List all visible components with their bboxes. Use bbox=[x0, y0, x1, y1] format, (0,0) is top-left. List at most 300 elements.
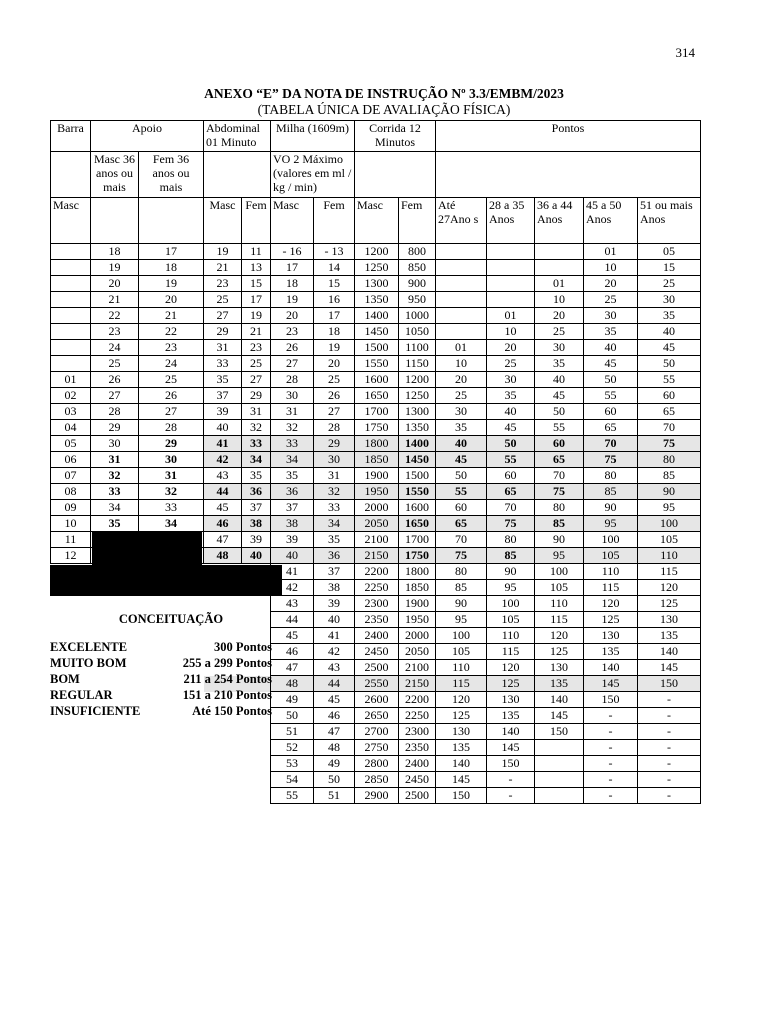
table-row bbox=[51, 724, 701, 740]
table-cell: 65 bbox=[535, 452, 584, 468]
table-cell: 125 bbox=[436, 708, 487, 724]
table-cell: 10 bbox=[436, 356, 487, 372]
table-cell: 140 bbox=[436, 756, 487, 772]
table-cell: 2750 bbox=[355, 740, 399, 756]
table-row bbox=[51, 276, 701, 292]
table-cell: 22 bbox=[139, 324, 204, 340]
table-cell: 45 bbox=[584, 356, 638, 372]
table-cell bbox=[436, 308, 487, 324]
table-cell: 34 bbox=[242, 452, 271, 468]
table-cell: 33 bbox=[314, 500, 355, 516]
table-cell: 800 bbox=[399, 244, 436, 260]
conceituacao-value: Até 150 Pontos bbox=[192, 704, 272, 718]
table-cell: 65 bbox=[584, 420, 638, 436]
table-cell: 130 bbox=[638, 612, 701, 628]
table-cell: 140 bbox=[638, 644, 701, 660]
table-cell: 1450 bbox=[399, 452, 436, 468]
table-cell: 95 bbox=[487, 580, 535, 596]
table-cell: 22 bbox=[91, 308, 139, 324]
table-cell: 75 bbox=[487, 516, 535, 532]
table-cell: 95 bbox=[584, 516, 638, 532]
table-cell: 1750 bbox=[399, 548, 436, 564]
table-cell: 20 bbox=[584, 276, 638, 292]
table-cell: 90 bbox=[535, 532, 584, 548]
table-row bbox=[51, 452, 701, 468]
table-cell: 19 bbox=[271, 292, 314, 308]
table-cell: 35 bbox=[436, 420, 487, 436]
header-corrida-fem: Fem bbox=[399, 198, 436, 244]
table-row bbox=[51, 596, 701, 612]
table-cell bbox=[242, 756, 271, 772]
table-cell: 2800 bbox=[355, 756, 399, 772]
table-cell: 36 bbox=[314, 548, 355, 564]
table-cell: 16 bbox=[314, 292, 355, 308]
table-row bbox=[51, 500, 701, 516]
table-cell: 01 bbox=[487, 308, 535, 324]
table-cell: 50 bbox=[436, 468, 487, 484]
table-cell: 28 bbox=[91, 404, 139, 420]
header-abd-fem: Fem bbox=[242, 198, 271, 244]
table-cell: 30 bbox=[271, 388, 314, 404]
table-cell: 01 bbox=[535, 276, 584, 292]
table-cell bbox=[51, 340, 91, 356]
table-cell: - bbox=[584, 708, 638, 724]
table-cell: 20 bbox=[314, 356, 355, 372]
table-cell: 2200 bbox=[399, 692, 436, 708]
table-cell: 32 bbox=[91, 468, 139, 484]
table-cell: 30 bbox=[487, 372, 535, 388]
table-cell: 23 bbox=[271, 324, 314, 340]
table-cell: 2250 bbox=[355, 580, 399, 596]
table-cell: 40 bbox=[314, 612, 355, 628]
table-cell: 48 bbox=[314, 740, 355, 756]
conceituacao-label: INSUFICIENTE bbox=[50, 704, 141, 718]
table-cell: - bbox=[487, 772, 535, 788]
table-cell bbox=[487, 244, 535, 260]
table-cell bbox=[139, 724, 204, 740]
table-cell: 2500 bbox=[399, 788, 436, 804]
table-cell: 1300 bbox=[399, 404, 436, 420]
table-cell bbox=[204, 596, 242, 612]
table-cell: 12 bbox=[51, 548, 91, 564]
table-cell: 45 bbox=[487, 420, 535, 436]
table-cell: 21 bbox=[139, 308, 204, 324]
table-cell: 100 bbox=[436, 628, 487, 644]
table-cell: 30 bbox=[436, 404, 487, 420]
table-cell bbox=[51, 260, 91, 276]
table-cell: - bbox=[638, 692, 701, 708]
table-cell: 31 bbox=[139, 468, 204, 484]
table-cell bbox=[487, 260, 535, 276]
table-cell bbox=[436, 260, 487, 276]
table-row bbox=[51, 324, 701, 340]
table-cell: 09 bbox=[51, 500, 91, 516]
table-cell bbox=[242, 772, 271, 788]
table-cell: 2000 bbox=[355, 500, 399, 516]
table-cell: 10 bbox=[51, 516, 91, 532]
table-cell bbox=[51, 724, 91, 740]
table-cell: 75 bbox=[535, 484, 584, 500]
table-cell bbox=[204, 772, 242, 788]
table-cell: 47 bbox=[271, 660, 314, 676]
table-cell: 38 bbox=[271, 516, 314, 532]
table-cell: 53 bbox=[271, 756, 314, 772]
table-cell: 80 bbox=[638, 452, 701, 468]
conceituacao-label: MUITO BOM bbox=[50, 656, 127, 670]
table-cell bbox=[436, 244, 487, 260]
table-cell: 35 bbox=[242, 468, 271, 484]
table-row bbox=[51, 516, 701, 532]
table-cell: 2350 bbox=[399, 740, 436, 756]
header-milha-masc: Masc bbox=[271, 198, 314, 244]
table-cell: 2150 bbox=[355, 548, 399, 564]
table-cell: 41 bbox=[314, 628, 355, 644]
table-cell: 30 bbox=[314, 452, 355, 468]
table-cell: 37 bbox=[204, 388, 242, 404]
table-cell: 1450 bbox=[355, 324, 399, 340]
table-cell: 115 bbox=[638, 564, 701, 580]
table-cell: 27 bbox=[271, 356, 314, 372]
table-cell: 1300 bbox=[355, 276, 399, 292]
table-cell: - bbox=[584, 756, 638, 772]
table-cell: 10 bbox=[584, 260, 638, 276]
table-cell: 1150 bbox=[399, 356, 436, 372]
table-cell: 1900 bbox=[355, 468, 399, 484]
table-cell: 35 bbox=[271, 468, 314, 484]
table-cell: 17 bbox=[139, 244, 204, 260]
table-cell: 42 bbox=[204, 452, 242, 468]
table-cell: 1400 bbox=[399, 436, 436, 452]
table-cell: 08 bbox=[51, 484, 91, 500]
table-cell: 100 bbox=[638, 516, 701, 532]
table-cell: 150 bbox=[487, 756, 535, 772]
table-cell bbox=[91, 788, 139, 804]
table-cell: 1100 bbox=[399, 340, 436, 356]
table-cell: 60 bbox=[487, 468, 535, 484]
table-cell bbox=[204, 788, 242, 804]
table-cell: - bbox=[487, 788, 535, 804]
table-cell: 43 bbox=[204, 468, 242, 484]
conceituacao-label: REGULAR bbox=[50, 688, 113, 702]
table-cell: 21 bbox=[204, 260, 242, 276]
table-cell: 06 bbox=[51, 452, 91, 468]
table-cell: 24 bbox=[139, 356, 204, 372]
table-cell: 95 bbox=[638, 500, 701, 516]
conceituacao-item bbox=[50, 687, 272, 703]
table-cell: 20 bbox=[535, 308, 584, 324]
table-cell: 135 bbox=[436, 740, 487, 756]
table-cell: 38 bbox=[314, 580, 355, 596]
table-cell: 41 bbox=[204, 436, 242, 452]
table-cell: 130 bbox=[535, 660, 584, 676]
table-cell: - bbox=[638, 772, 701, 788]
table-cell bbox=[51, 740, 91, 756]
table-cell: 37 bbox=[271, 500, 314, 516]
table-cell: 1650 bbox=[355, 388, 399, 404]
table-cell: 40 bbox=[271, 548, 314, 564]
table-cell: 900 bbox=[399, 276, 436, 292]
table-cell: 1700 bbox=[355, 404, 399, 420]
table-cell: 1350 bbox=[355, 292, 399, 308]
table-cell: 19 bbox=[139, 276, 204, 292]
table-cell: 18 bbox=[314, 324, 355, 340]
table-cell: 55 bbox=[436, 484, 487, 500]
table-cell: 135 bbox=[535, 676, 584, 692]
table-cell: 01 bbox=[51, 372, 91, 388]
table-cell: 17 bbox=[271, 260, 314, 276]
table-cell: 23 bbox=[242, 340, 271, 356]
table-cell bbox=[91, 772, 139, 788]
table-cell: 2350 bbox=[355, 612, 399, 628]
header-age-45-50: 45 a 50 Anos bbox=[584, 198, 638, 244]
table-cell: 32 bbox=[314, 484, 355, 500]
table-cell: 17 bbox=[242, 292, 271, 308]
table-cell: 55 bbox=[535, 420, 584, 436]
header-age-28-35: 28 a 35 Anos bbox=[487, 198, 535, 244]
table-cell: 110 bbox=[638, 548, 701, 564]
header-apoio: Apoio bbox=[91, 121, 204, 152]
table-cell: 115 bbox=[436, 676, 487, 692]
table-cell: 42 bbox=[271, 580, 314, 596]
table-cell: 65 bbox=[436, 516, 487, 532]
header-age-51-mais: 51 ou mais Anos bbox=[638, 198, 701, 244]
table-cell: 39 bbox=[314, 596, 355, 612]
table-cell: 105 bbox=[487, 612, 535, 628]
table-cell: 65 bbox=[487, 484, 535, 500]
table-cell bbox=[242, 740, 271, 756]
table-cell: 25 bbox=[91, 356, 139, 372]
table-cell: 2450 bbox=[399, 772, 436, 788]
header-apoio-masc: Masc 36 anos ou mais bbox=[91, 152, 139, 198]
table-cell: 1350 bbox=[399, 420, 436, 436]
table-cell bbox=[436, 324, 487, 340]
table-cell: 60 bbox=[436, 500, 487, 516]
table-cell bbox=[535, 260, 584, 276]
table-cell: 30 bbox=[584, 308, 638, 324]
table-cell: 51 bbox=[314, 788, 355, 804]
table-cell: 39 bbox=[271, 532, 314, 548]
conceituacao-item bbox=[50, 671, 272, 687]
table-cell: 2050 bbox=[355, 516, 399, 532]
header-corrida-masc: Masc bbox=[355, 198, 399, 244]
table-cell bbox=[535, 756, 584, 772]
table-cell: - 16 bbox=[271, 244, 314, 260]
redacted-block bbox=[92, 532, 202, 566]
table-cell: 26 bbox=[314, 388, 355, 404]
table-cell: 70 bbox=[487, 500, 535, 516]
header-vo2: VO 2 Máximo (valores em ml / kg / min) bbox=[271, 152, 355, 198]
table-cell: 31 bbox=[271, 404, 314, 420]
table-cell: 40 bbox=[638, 324, 701, 340]
table-cell: 85 bbox=[535, 516, 584, 532]
table-cell bbox=[51, 324, 91, 340]
table-cell: 950 bbox=[399, 292, 436, 308]
table-cell bbox=[91, 724, 139, 740]
table-cell: 75 bbox=[584, 452, 638, 468]
table-cell: 1050 bbox=[399, 324, 436, 340]
table-cell: 28 bbox=[271, 372, 314, 388]
table-cell: 05 bbox=[638, 244, 701, 260]
header-abd-masc: Masc bbox=[204, 198, 242, 244]
table-cell: 45 bbox=[314, 692, 355, 708]
table-cell: 35 bbox=[487, 388, 535, 404]
table-cell: 29 bbox=[91, 420, 139, 436]
table-cell: 29 bbox=[314, 436, 355, 452]
table-cell bbox=[487, 276, 535, 292]
table-cell: 20 bbox=[91, 276, 139, 292]
table-cell: 1950 bbox=[399, 612, 436, 628]
table-cell: 2200 bbox=[355, 564, 399, 580]
table-cell: 33 bbox=[271, 436, 314, 452]
table-cell: 39 bbox=[204, 404, 242, 420]
table-cell: - bbox=[638, 788, 701, 804]
table-cell: 49 bbox=[271, 692, 314, 708]
table-cell: 27 bbox=[314, 404, 355, 420]
table-cell: 27 bbox=[139, 404, 204, 420]
table-row bbox=[51, 244, 701, 260]
conceituacao-legend bbox=[50, 612, 272, 719]
table-cell: 105 bbox=[436, 644, 487, 660]
table-cell: 32 bbox=[271, 420, 314, 436]
table-cell: 1600 bbox=[399, 500, 436, 516]
table-cell: 28 bbox=[139, 420, 204, 436]
table-cell: - bbox=[584, 724, 638, 740]
table-cell: 44 bbox=[314, 676, 355, 692]
table-cell: 1550 bbox=[399, 484, 436, 500]
table-cell: 34 bbox=[139, 516, 204, 532]
table-cell bbox=[436, 292, 487, 308]
table-cell: 145 bbox=[638, 660, 701, 676]
table-cell: 2400 bbox=[399, 756, 436, 772]
table-cell: 40 bbox=[487, 404, 535, 420]
table-row bbox=[51, 388, 701, 404]
table-cell: 105 bbox=[535, 580, 584, 596]
table-cell: 60 bbox=[638, 388, 701, 404]
table-cell bbox=[51, 276, 91, 292]
table-cell: 30 bbox=[638, 292, 701, 308]
table-cell: 46 bbox=[271, 644, 314, 660]
table-cell: 140 bbox=[584, 660, 638, 676]
page-number: 314 bbox=[675, 45, 695, 60]
table-cell: 2250 bbox=[399, 708, 436, 724]
table-cell bbox=[139, 772, 204, 788]
conceituacao-value: 211 a 254 Pontos bbox=[183, 672, 272, 686]
table-cell: 110 bbox=[487, 628, 535, 644]
table-cell: 23 bbox=[139, 340, 204, 356]
table-cell: 75 bbox=[638, 436, 701, 452]
table-cell: 23 bbox=[204, 276, 242, 292]
table-cell: 100 bbox=[535, 564, 584, 580]
table-cell: 45 bbox=[271, 628, 314, 644]
table-row bbox=[51, 436, 701, 452]
table-cell: 26 bbox=[91, 372, 139, 388]
table-cell bbox=[51, 244, 91, 260]
table-cell: 03 bbox=[51, 404, 91, 420]
table-cell: 95 bbox=[436, 612, 487, 628]
table-cell: 2450 bbox=[355, 644, 399, 660]
table-cell: 1600 bbox=[355, 372, 399, 388]
table-cell: 2300 bbox=[399, 724, 436, 740]
table-cell bbox=[535, 244, 584, 260]
table-cell: 10 bbox=[487, 324, 535, 340]
table-cell bbox=[51, 308, 91, 324]
table-cell: 1850 bbox=[399, 580, 436, 596]
table-cell: 47 bbox=[204, 532, 242, 548]
table-row bbox=[51, 340, 701, 356]
table-cell: 28 bbox=[314, 420, 355, 436]
table-cell: 50 bbox=[638, 356, 701, 372]
table-cell bbox=[139, 756, 204, 772]
table-cell: 125 bbox=[535, 644, 584, 660]
table-cell bbox=[242, 724, 271, 740]
table-row bbox=[51, 308, 701, 324]
table-cell: 42 bbox=[314, 644, 355, 660]
table-cell: 75 bbox=[436, 548, 487, 564]
table-cell bbox=[91, 756, 139, 772]
table-cell: 46 bbox=[204, 516, 242, 532]
table-cell: 150 bbox=[584, 692, 638, 708]
table-cell: 27 bbox=[242, 372, 271, 388]
table-cell: 2500 bbox=[355, 660, 399, 676]
table-cell: 19 bbox=[242, 308, 271, 324]
table-cell: 31 bbox=[242, 404, 271, 420]
table-cell bbox=[204, 756, 242, 772]
table-cell: 34 bbox=[314, 516, 355, 532]
header-age-ate-27: Até 27Ano s bbox=[436, 198, 487, 244]
table-cell bbox=[51, 756, 91, 772]
table-cell: 2900 bbox=[355, 788, 399, 804]
table-cell: 140 bbox=[487, 724, 535, 740]
table-cell: 18 bbox=[91, 244, 139, 260]
table-cell: 43 bbox=[271, 596, 314, 612]
table-cell: 30 bbox=[535, 340, 584, 356]
table-cell: 1700 bbox=[399, 532, 436, 548]
table-row bbox=[51, 420, 701, 436]
table-cell: 2400 bbox=[355, 628, 399, 644]
table-cell: 145 bbox=[436, 772, 487, 788]
table-cell: 1400 bbox=[355, 308, 399, 324]
table-cell: 110 bbox=[535, 596, 584, 612]
document-subtitle: (TABELA ÚNICA DE AVALIAÇÃO FÍSICA) bbox=[257, 102, 511, 117]
table-cell: 40 bbox=[204, 420, 242, 436]
table-row bbox=[51, 356, 701, 372]
table-cell: 02 bbox=[51, 388, 91, 404]
table-cell: 120 bbox=[535, 628, 584, 644]
conceituacao-label: EXCELENTE bbox=[50, 640, 128, 654]
table-cell: 37 bbox=[242, 500, 271, 516]
table-cell: 2000 bbox=[399, 628, 436, 644]
table-cell: 85 bbox=[584, 484, 638, 500]
table-cell: 33 bbox=[242, 436, 271, 452]
table-cell bbox=[51, 772, 91, 788]
table-cell: - bbox=[638, 708, 701, 724]
table-cell: 70 bbox=[638, 420, 701, 436]
table-row bbox=[51, 404, 701, 420]
table-cell: 25 bbox=[436, 388, 487, 404]
redacted-block bbox=[50, 565, 282, 596]
table-cell: 2650 bbox=[355, 708, 399, 724]
table-cell: 85 bbox=[436, 580, 487, 596]
table-cell: 95 bbox=[535, 548, 584, 564]
table-row bbox=[51, 772, 701, 788]
table-cell bbox=[535, 772, 584, 788]
conceituacao-item bbox=[50, 703, 272, 719]
table-cell: 2700 bbox=[355, 724, 399, 740]
table-cell bbox=[436, 276, 487, 292]
table-cell: 1200 bbox=[399, 372, 436, 388]
table-cell: 46 bbox=[314, 708, 355, 724]
table-cell bbox=[204, 740, 242, 756]
